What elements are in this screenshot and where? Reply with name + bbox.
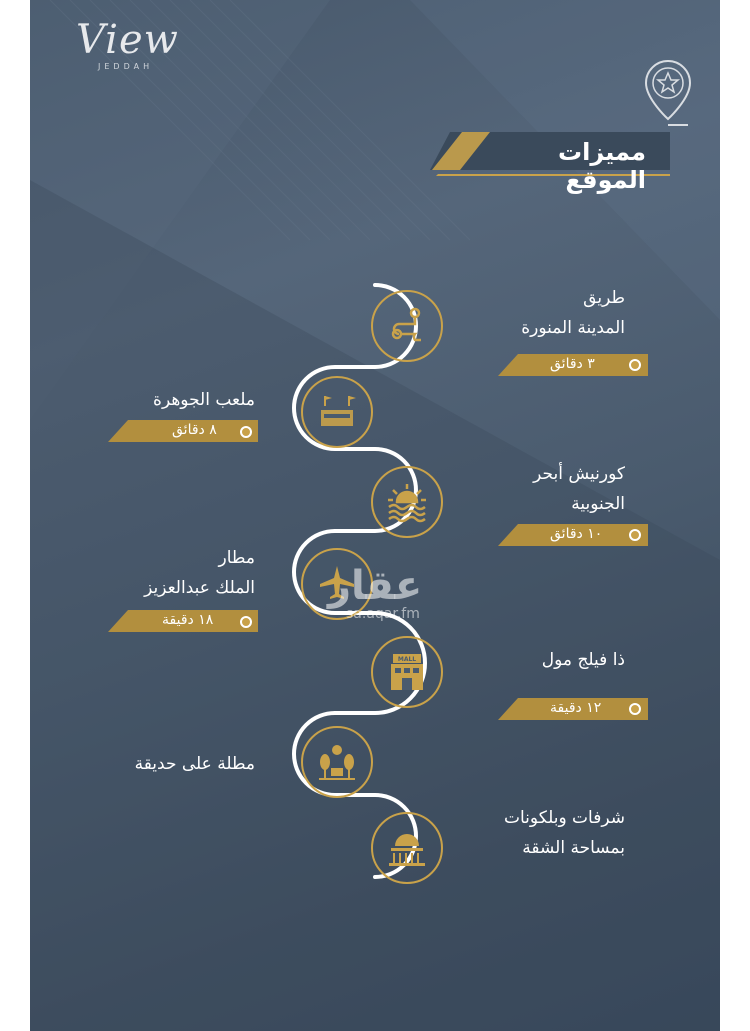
logo-subtitle: JEDDAH bbox=[98, 62, 154, 71]
feature-4-time: ١٨ دقيقة bbox=[162, 612, 214, 628]
page-title: مميزات الموقع bbox=[557, 138, 646, 194]
park-icon bbox=[301, 726, 373, 798]
feature-1-line1: طريق bbox=[583, 288, 625, 308]
mall-icon bbox=[371, 636, 443, 708]
feature-label-1 bbox=[450, 283, 625, 343]
feature-5-time: ١٢ دقيقة bbox=[550, 700, 602, 716]
time-dot-1 bbox=[629, 359, 641, 371]
feature-4-line1: مطار bbox=[218, 548, 255, 568]
feature-5-line1: ذا فيلج مول bbox=[541, 650, 625, 670]
feature-2-time: ٨ دقائق bbox=[172, 422, 217, 438]
time-dot-4 bbox=[240, 616, 252, 628]
balcony-icon bbox=[371, 812, 443, 884]
time-dot-2 bbox=[240, 426, 252, 438]
feature-label-4 bbox=[90, 543, 255, 603]
feature-label-7 bbox=[450, 803, 625, 863]
feature-7-line2: بمساحة الشقة bbox=[522, 838, 625, 858]
route-icon bbox=[371, 290, 443, 362]
feature-label-3 bbox=[450, 459, 625, 519]
feature-2-line1: ملعب الجوهرة bbox=[153, 390, 255, 410]
logo-word: View bbox=[76, 17, 179, 63]
watermark-arabic: عقار bbox=[328, 563, 423, 609]
feature-1-line2: المدينة المنورة bbox=[521, 318, 625, 338]
watermark bbox=[328, 563, 423, 622]
sunset-sea-icon bbox=[371, 466, 443, 538]
feature-6-line1: مطلة على حديقة bbox=[134, 754, 255, 774]
time-dot-3 bbox=[629, 529, 641, 541]
stadium-icon bbox=[301, 376, 373, 448]
feature-label-5 bbox=[450, 645, 625, 675]
feature-label-6 bbox=[90, 749, 255, 779]
feature-7-line1: شرفات وبلكونات bbox=[504, 808, 625, 828]
feature-1-time: ٣ دقائق bbox=[550, 356, 595, 372]
feature-4-line2: الملك عبدالعزيز bbox=[144, 578, 255, 598]
feature-label-2 bbox=[110, 385, 255, 415]
feature-3-line2: الجنوبية bbox=[571, 494, 625, 514]
feature-3-line1: كورنيش أبحر bbox=[533, 464, 625, 484]
feature-3-time: ١٠ دقائق bbox=[550, 526, 603, 542]
time-dot-5 bbox=[629, 703, 641, 715]
mall-icon-text: MALL bbox=[397, 656, 417, 663]
watermark-url: sa.aqar.fm bbox=[346, 606, 420, 622]
poster bbox=[30, 0, 720, 1031]
